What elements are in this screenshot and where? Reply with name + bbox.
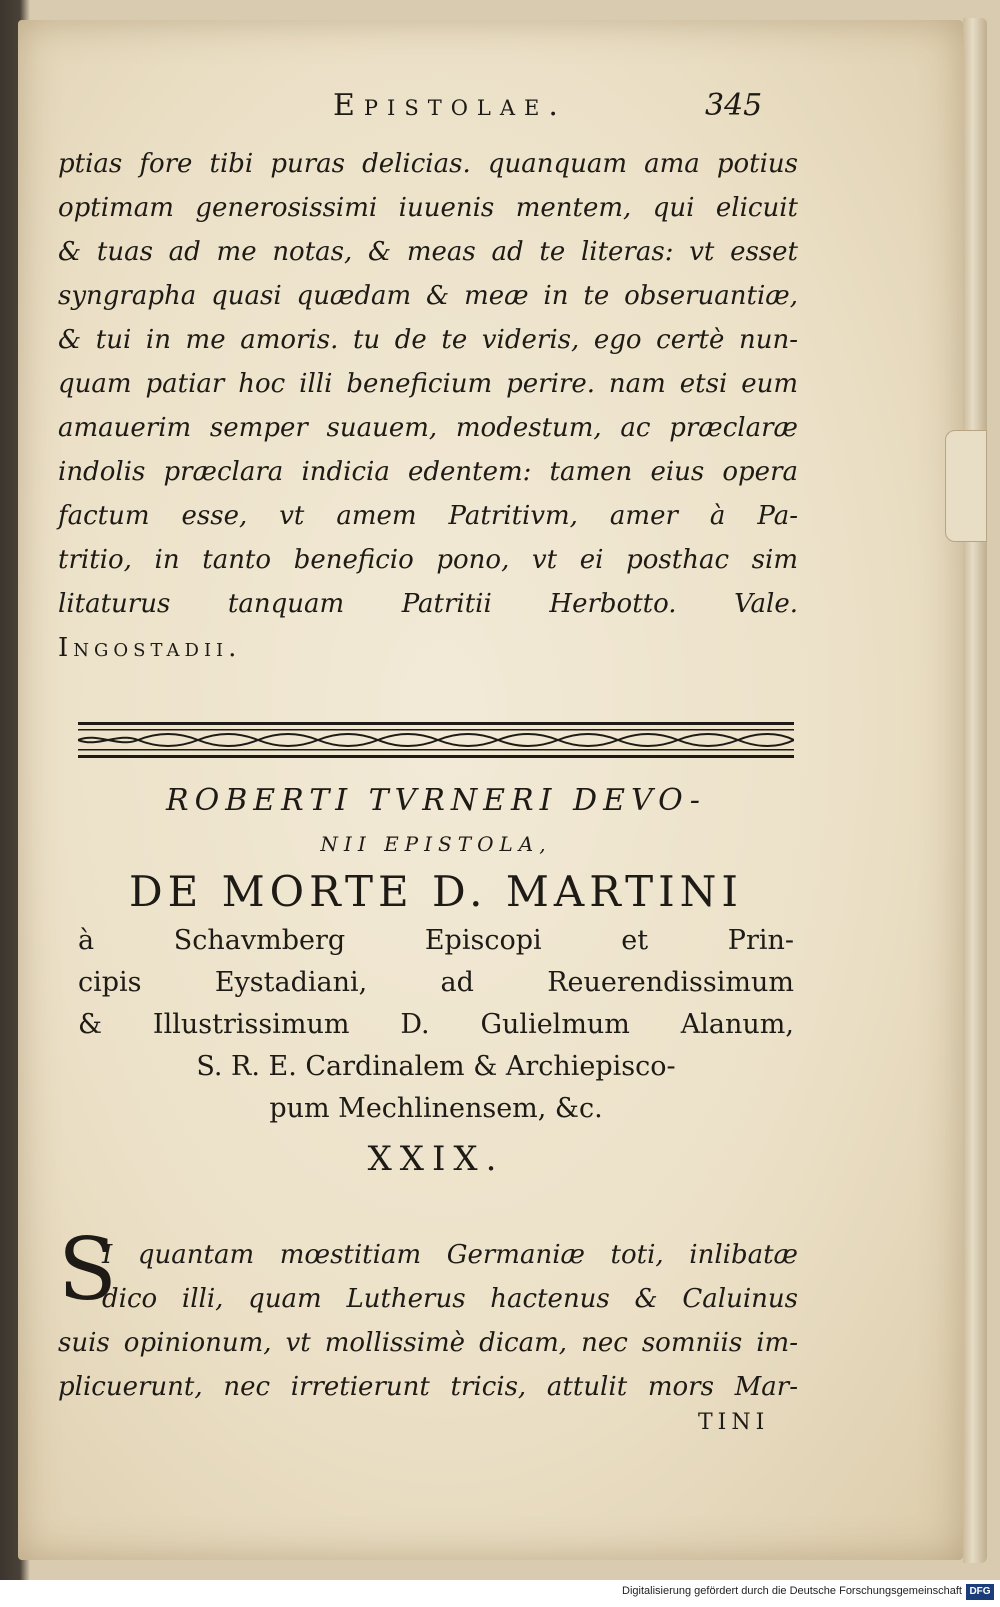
- page-tab: [945, 430, 987, 542]
- text-line: amauerim semper suauem, modestum, ac præclaræ: [58, 413, 798, 443]
- digitization-footer: [0, 1580, 1000, 1607]
- text-line: suis opinionum, vt mollissimè dicam, nec somniis im-: [58, 1328, 798, 1358]
- heading-line: pum Mechlinensem, &c.: [269, 1093, 603, 1124]
- page-number: 345: [705, 88, 763, 123]
- text-line: dico illi, quam Lutherus hactenus & Caluinus: [102, 1284, 798, 1314]
- epistle-number: XXIX.: [367, 1139, 505, 1179]
- text-line: I quantam mœstitiam Germaniæ toti, inlibatæ: [102, 1240, 798, 1270]
- place-signoff: Ingostadii.: [58, 633, 242, 663]
- heading-line: & Illustrissimum D. Gulielmum Alanum,: [78, 1009, 794, 1040]
- previous-letter-ending: [58, 142, 798, 670]
- heading-line: à Schavmberg Episcopi et Prin-: [78, 925, 794, 956]
- heading-line: S. R. E. Cardinalem & Archiepisco-: [196, 1051, 676, 1082]
- text-line: litaturus tanquam Patritii Herbotto. Vale.: [58, 589, 798, 619]
- text-line: quam patiar hoc illi beneficium perire. nam etsi eum: [58, 369, 798, 399]
- catchword: TINI: [698, 1410, 770, 1435]
- heading-author-line: ROBERTI TVRNERI DEVO-: [166, 783, 706, 818]
- heading-line: cipis Eystadiani, ad Reuerendissimum: [78, 967, 794, 998]
- text-line: ptias fore tibi puras delicias. quanquam ama potius: [58, 149, 798, 179]
- text-line: & tuas ad me notas, & meas ad te literas: vt esset: [58, 237, 798, 267]
- dfg-logo: DFG: [966, 1584, 994, 1600]
- text-line: plicuerunt, nec irretierunt tricis, attulit mors Mar-: [58, 1372, 798, 1402]
- running-title: Epistolae.: [333, 88, 567, 123]
- drop-capital: S: [58, 1220, 117, 1320]
- page-edge: [963, 18, 987, 1563]
- text-line: & tui in me amoris. tu de te videris, ego certè nun-: [58, 325, 798, 355]
- heading-author-line-2: NII EPISTOLA,: [320, 832, 552, 856]
- epistle-heading: [78, 778, 794, 1188]
- text-line: tritio, in tanto beneficio pono, vt ei posthac sim: [58, 545, 798, 575]
- text-line: syngrapha quasi quædam & meæ in te obseruantiæ,: [58, 281, 798, 311]
- running-header: [278, 88, 798, 132]
- text-line: factum esse, vt amem Patritivm, amer à Pa-: [58, 501, 798, 531]
- text-line: optimam generosissimi iuuenis mentem, qui elicuit: [58, 193, 798, 223]
- ornamental-rule: [78, 720, 794, 760]
- text-line: indolis præclara indicia edentem: tamen eius opera: [58, 457, 798, 487]
- heading-subject: DE MORTE D. MARTINI: [128, 867, 744, 916]
- letter-body: [58, 1220, 798, 1409]
- funding-credit: Digitalisierung gefördert durch die Deutsche Forschungsgemeinschaft: [622, 1585, 962, 1597]
